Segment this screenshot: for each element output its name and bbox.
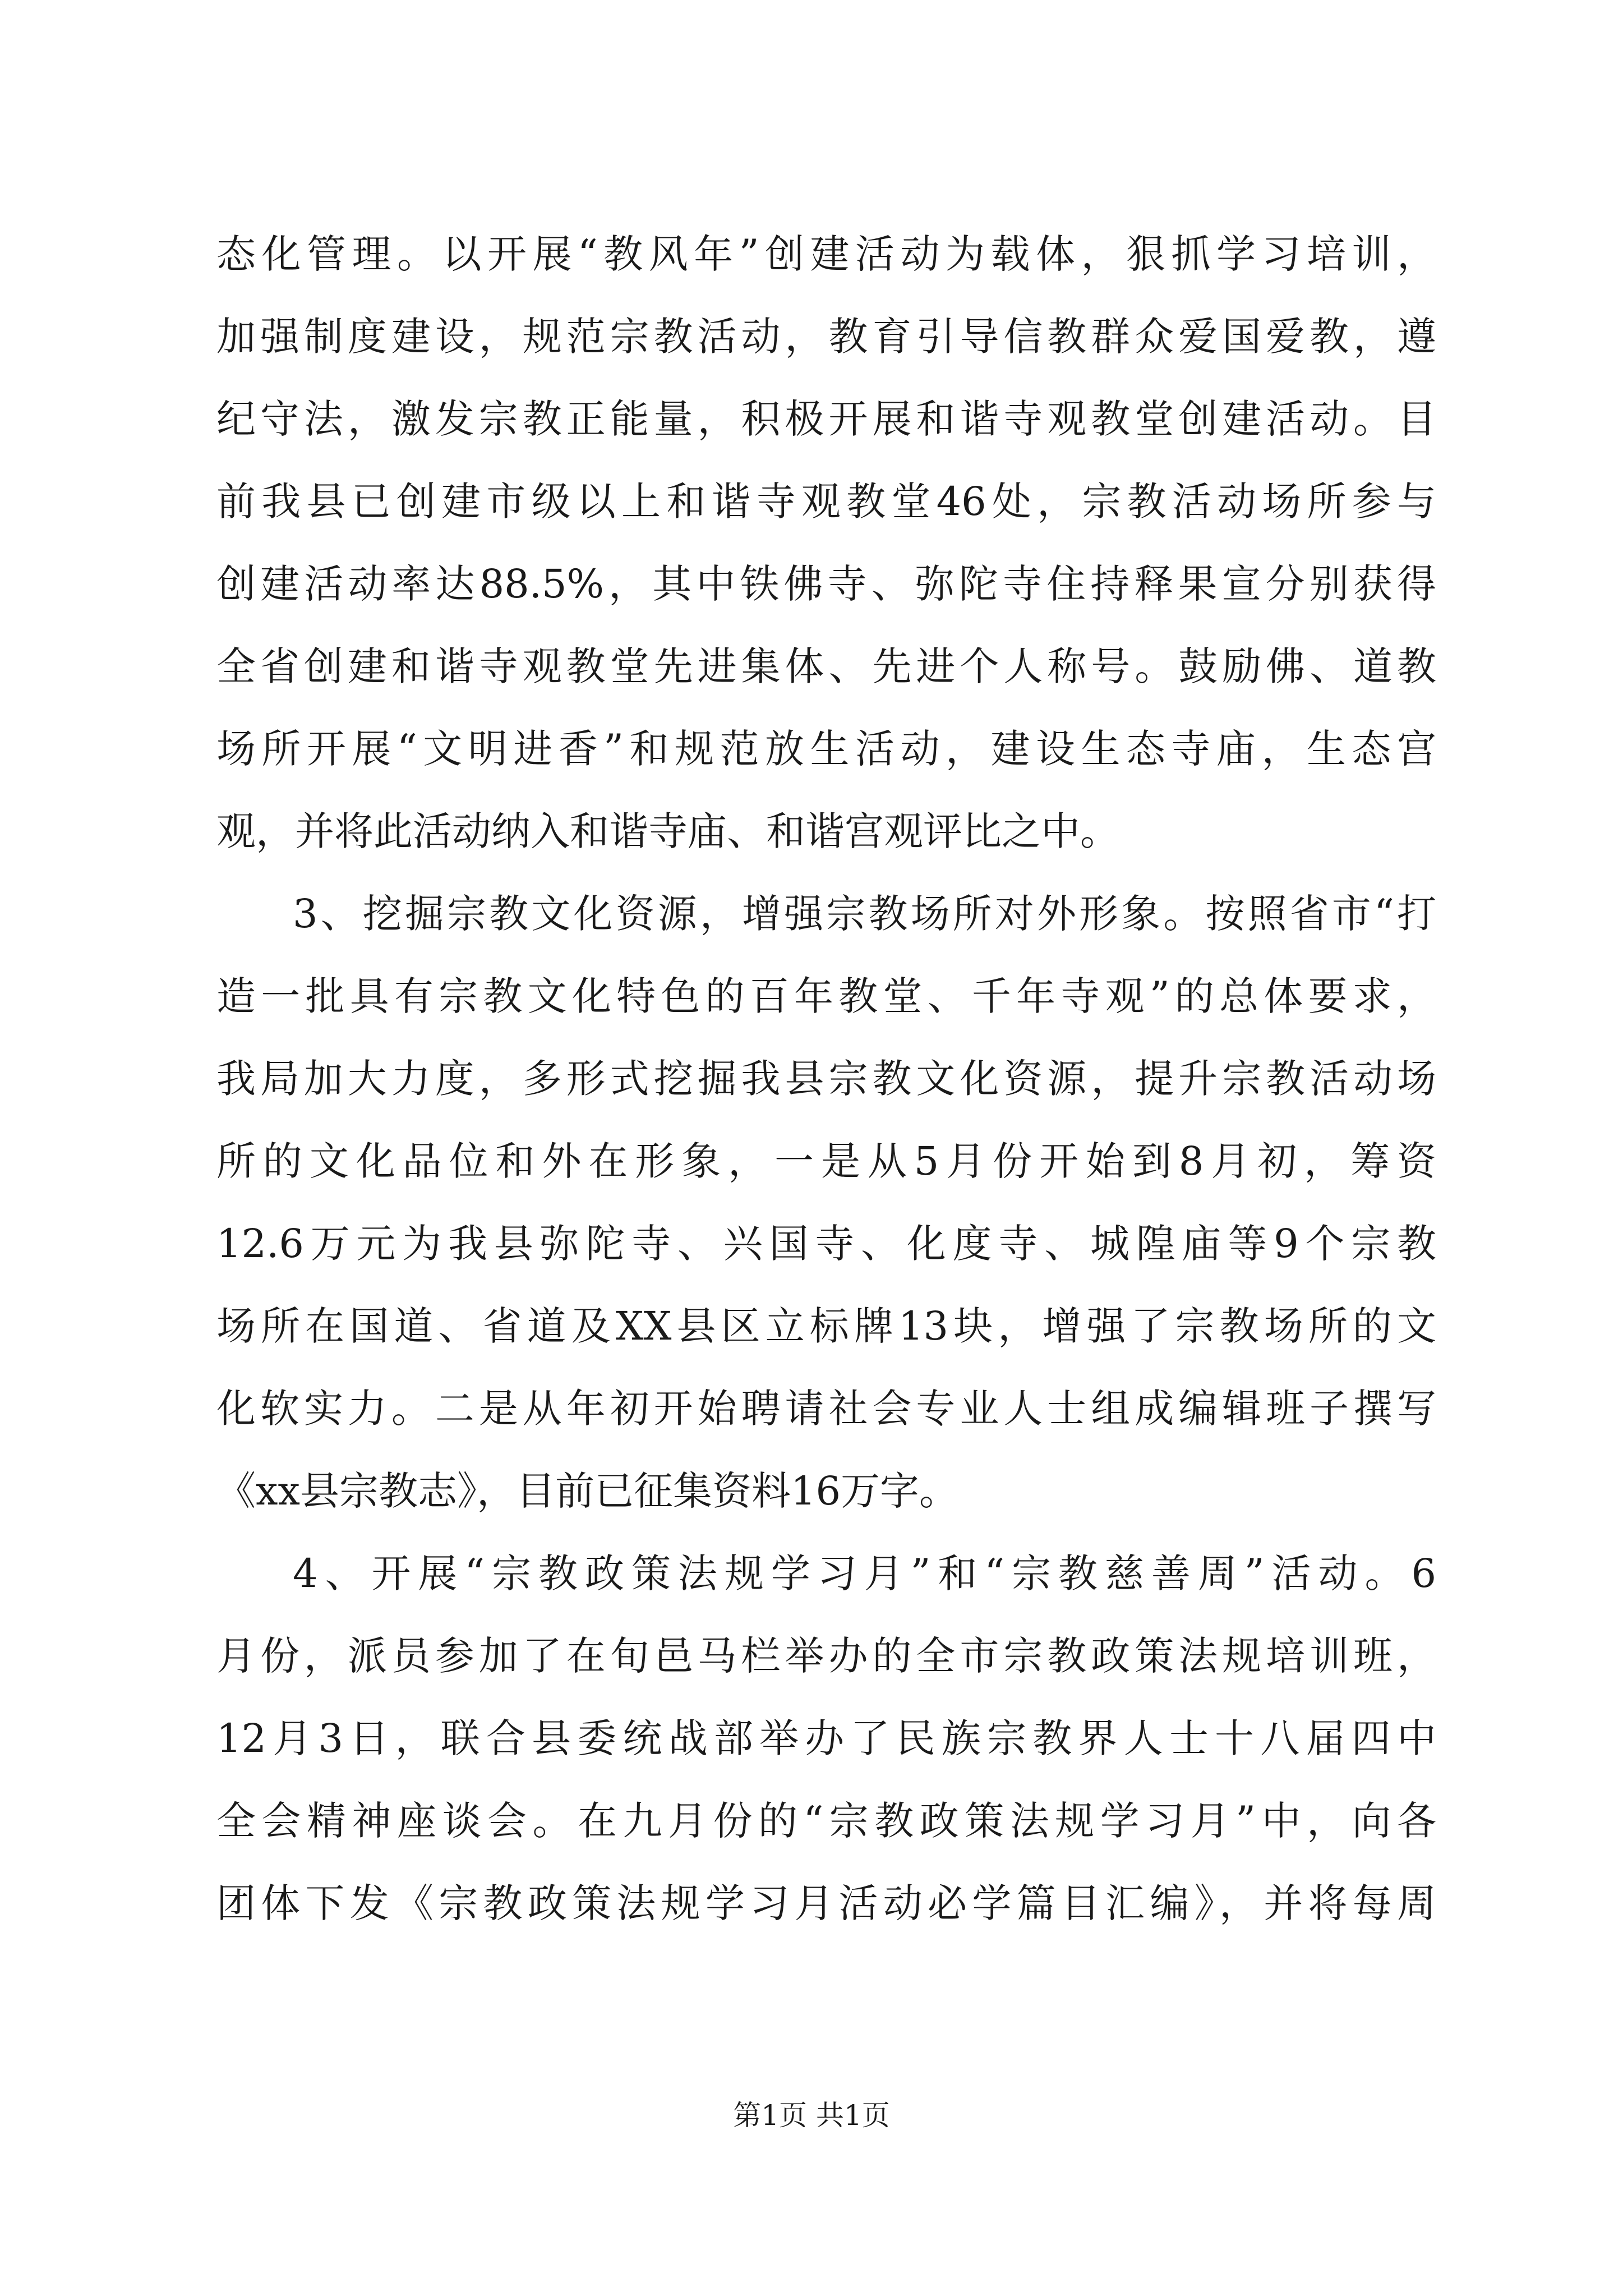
- text-line: 12月3日，联合县委统战部举办了民族宗教界人士十八届四中: [216, 1715, 1436, 1761]
- text-line: 纪守法，激发宗教正能量，积极开展和谐寺观教堂创建活动。目: [216, 396, 1436, 442]
- text-line: 月份，派员参加了在旬邑马栏举办的全市宗教政策法规培训班，: [216, 1633, 1436, 1679]
- paragraph-3-start: 3、挖掘宗教文化资源，增强宗教场所对外形象。按照省市“打: [293, 891, 1436, 937]
- text-line: 观，并将此活动纳入和谐寺庙、和谐宫观评比之中。: [216, 808, 1119, 854]
- text-line: 场所开展“文明进香”和规范放生活动，建设生态寺庙，生态宫: [216, 726, 1436, 772]
- text-line: 造一批具有宗教文化特色的百年教堂、千年寺观”的总体要求，: [216, 973, 1436, 1019]
- text-line: 加强制度建设，规范宗教活动，教育引导信教群众爱国爱教，遵: [216, 314, 1436, 360]
- text-line: 团体下发《宗教政策法规学习月活动必学篇目汇编》，并将每周: [216, 1880, 1436, 1926]
- text-line: 全省创建和谐寺观教堂先进集体、先进个人称号。鼓励佛、道教: [216, 643, 1436, 689]
- text-line: 我局加大力度，多形式挖掘我县宗教文化资源，提升宗教活动场: [216, 1056, 1436, 1102]
- paragraph-4-start: 4、开展“宗教政策法规学习月”和“宗教慈善周”活动。6: [293, 1550, 1436, 1596]
- text-line: 前我县已创建市级以上和谐寺观教堂46处，宗教活动场所参与: [216, 478, 1436, 524]
- text-line: 12.6万元为我县弥陀寺、兴国寺、化度寺、城隍庙等9个宗教: [216, 1221, 1436, 1267]
- text-line: 所的文化品位和外在形象，一是从5月份开始到8月初，筹资: [216, 1138, 1436, 1184]
- text-line: 化软实力。二是从年初开始聘请社会专业人士组成编辑班子撰写: [216, 1386, 1436, 1432]
- text-line: 创建活动率达88.5%，其中铁佛寺、弥陀寺住持释果宣分别获得: [216, 561, 1436, 607]
- text-line: 场所在国道、省道及XX县区立标牌13块，增强了宗教场所的文: [216, 1303, 1436, 1349]
- page-footer: 第1页 共1页: [733, 2099, 890, 2132]
- text-line: 《xx县宗教志》，目前已征集资料16万字。: [216, 1468, 959, 1514]
- text-line: 全会精神座谈会。在九月份的“宗教政策法规学习月”中，向各: [216, 1798, 1436, 1844]
- text-line: 态化管理。以开展“教风年”创建活动为载体，狠抓学习培训，: [216, 231, 1436, 277]
- document-body: [216, 213, 1436, 1945]
